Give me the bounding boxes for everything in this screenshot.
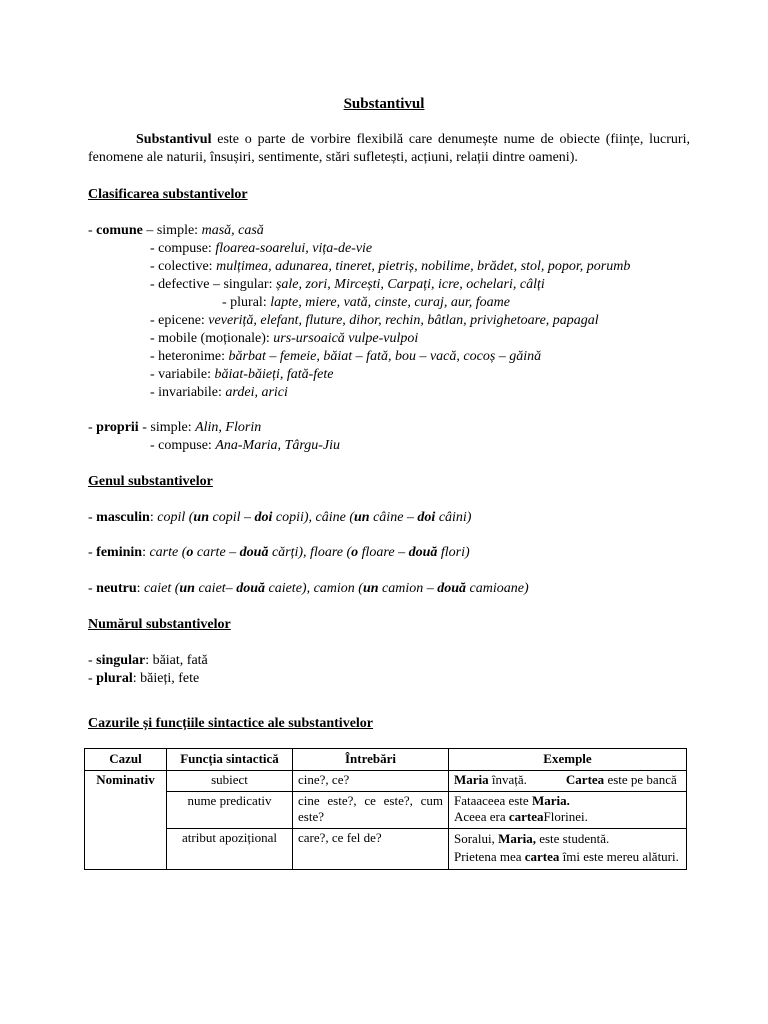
item-examples: șale, zori, Mircești, Carpați, icre, ochelari, câlți	[275, 277, 545, 292]
header-cazul: Cazul	[85, 749, 167, 771]
bullet-dash: -	[88, 581, 97, 596]
bullet-dash: -	[88, 653, 97, 668]
bullet-dash: -	[88, 510, 97, 525]
colon: :	[136, 581, 145, 596]
example-cell: Soralui, Maria, este studentă. Prietena mea cartea îmi este mereu alături.	[449, 829, 687, 870]
feminin-line	[88, 544, 470, 562]
plural-line	[88, 670, 199, 688]
separator: –	[142, 223, 157, 238]
proprii-label: proprii	[96, 420, 139, 435]
colon: :	[149, 510, 158, 525]
colective-line	[150, 258, 630, 276]
item-label: - compuse:	[150, 241, 216, 256]
proprii-compuse-line	[150, 437, 340, 455]
example-cell: Fataaceea este Maria. Aceea era carteaFlorinei.	[449, 792, 687, 829]
simple-examples: Alin, Florin	[195, 420, 262, 435]
function-cell: atribut apozițional	[167, 829, 293, 870]
item-examples: veveriță, elefant, fluture, dihor, rechin, bâtlan, privighetoare, papagal	[208, 313, 599, 328]
item-examples: ardei, arici	[225, 385, 288, 400]
table-row	[85, 771, 687, 792]
item-examples: floarea-soarelui, vița-de-vie	[215, 241, 373, 256]
intro-definition: este o parte de vorbire flexibilă care denumește nume de obiecte (ființe, lucruri, fenomene ale naturii, însușiri, sentimente, stări sufletești, acțiuni, relații dintre oameni).	[88, 132, 690, 165]
defective-plural-line	[222, 294, 510, 312]
simple-label: simple:	[156, 223, 202, 238]
header-functia: Funcția sintactică	[167, 749, 293, 771]
number-label: plural	[96, 671, 133, 686]
epicene-line	[150, 312, 599, 330]
gender-examples: carte (o carte – două cărți), floare (o floare – două flori)	[149, 545, 470, 560]
number-heading: Numărul substantivelor	[88, 617, 231, 632]
gender-examples: copil (un copil – doi copii), câine (un câine – doi câini)	[157, 510, 472, 525]
function-cell: subiect	[167, 771, 293, 792]
bullet-dash: -	[88, 420, 97, 435]
gender-label: masculin	[96, 510, 150, 525]
table-header-row	[85, 749, 687, 771]
invariabile-line	[150, 384, 288, 402]
example-cell: Maria învață. Cartea este pe bancă	[449, 771, 687, 792]
mobile-line	[150, 330, 418, 348]
item-label: - variabile:	[150, 367, 215, 382]
function-cell: nume predicativ	[167, 792, 293, 829]
item-label: - heteronime:	[150, 349, 229, 364]
number-examples: : băieți, fete	[132, 671, 200, 686]
item-label: - mobile (moționale):	[150, 331, 274, 346]
item-label: - defective – singular:	[150, 277, 276, 292]
page-title: Substantivul	[343, 96, 425, 112]
singular-line	[88, 652, 208, 670]
question-cell: care?, ce fel de?	[293, 829, 449, 870]
table-row	[85, 792, 687, 829]
simple-examples: masă, casă	[201, 223, 264, 238]
gender-heading: Genul substantivelor	[88, 474, 213, 489]
item-label: - epicene:	[150, 313, 209, 328]
bullet-dash: -	[88, 223, 97, 238]
cases-table	[84, 748, 687, 870]
item-examples: lapte, miere, vată, cinste, curaj, aur, foame	[270, 295, 510, 310]
header-intrebari: Întrebări	[293, 749, 449, 771]
question-cell: cine este?, ce este?, cum este?	[293, 792, 449, 829]
intro-paragraph	[88, 131, 690, 167]
item-label: - colective:	[150, 259, 217, 274]
table-row	[85, 829, 687, 870]
number-examples: : băiat, fată	[145, 653, 208, 668]
question-cell: cine?, ce?	[293, 771, 449, 792]
item-label: - compuse:	[150, 438, 216, 453]
number-label: singular	[96, 653, 146, 668]
case-name: Nominativ	[85, 771, 167, 870]
classification-heading: Clasificarea substantivelor	[88, 187, 248, 202]
neutru-line	[88, 580, 529, 598]
heteronime-line	[150, 348, 541, 366]
compuse-line	[150, 240, 372, 258]
cases-heading: Cazurile și funcțiile sintactice ale substantivelor	[88, 716, 374, 731]
simple-label: - simple:	[138, 420, 196, 435]
intro-term: Substantivul	[136, 132, 212, 147]
comune-label: comune	[96, 223, 143, 238]
gender-label: neutru	[96, 581, 137, 596]
item-examples: băiat-băieți, fată-fete	[214, 367, 334, 382]
gender-label: feminin	[96, 545, 143, 560]
bullet-dash: -	[88, 545, 97, 560]
item-examples: urs-ursoaică vulpe-vulpoi	[273, 331, 419, 346]
item-label: - plural:	[222, 295, 271, 310]
item-examples: Ana-Maria, Târgu-Jiu	[215, 438, 341, 453]
header-exemple: Exemple	[449, 749, 687, 771]
proprii-line	[88, 419, 261, 437]
bullet-dash: -	[88, 671, 97, 686]
item-label: - invariabile:	[150, 385, 226, 400]
colon: :	[142, 545, 150, 560]
item-examples: bărbat – femeie, băiat – fată, bou – vacă, cocoș – găină	[228, 349, 542, 364]
gender-examples: caiet (un caiet– două caiete), camion (un camion – două camioane)	[144, 581, 529, 596]
variabile-line	[150, 366, 334, 384]
item-examples: mulțimea, adunarea, tineret, pietriș, nobilime, brădet, stol, popor, porumb	[216, 259, 631, 274]
masculin-line	[88, 509, 471, 527]
defective-singular-line	[150, 276, 545, 294]
comune-line	[88, 222, 264, 240]
